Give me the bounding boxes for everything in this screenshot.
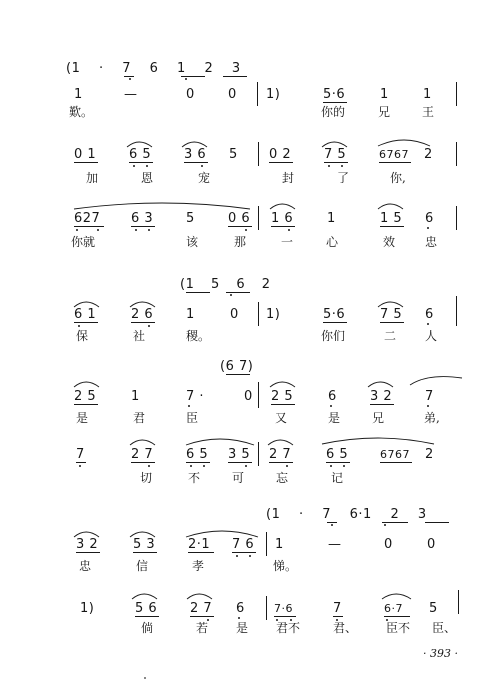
lyric: 歎。 <box>69 105 94 119</box>
lyric: 孝 <box>192 559 205 573</box>
note: 7 5 <box>380 307 403 322</box>
lyric: 弟, <box>424 411 440 425</box>
note: 2·1 <box>188 537 211 552</box>
lyric: 保 <box>76 329 89 343</box>
note: 6 <box>236 601 245 616</box>
low-dot <box>249 555 251 557</box>
underline <box>124 76 134 77</box>
underline <box>186 462 210 463</box>
underline <box>323 102 347 103</box>
note: 3 2 <box>76 537 99 552</box>
bar-line <box>456 142 457 166</box>
underline <box>76 552 100 553</box>
note: 7 <box>333 601 342 616</box>
note: 6767 <box>379 148 409 161</box>
low-dot <box>236 555 238 557</box>
low-dot <box>76 229 78 231</box>
slur <box>128 436 158 446</box>
note: 0 <box>230 307 239 322</box>
lyric: 是 <box>76 411 89 425</box>
note: 5·6 <box>323 307 346 322</box>
low-dot <box>343 465 345 467</box>
lyric: 忠 <box>425 235 438 249</box>
lyric: 忠 <box>79 559 92 573</box>
lyric: 是 <box>236 621 249 635</box>
lyric: 你, <box>390 171 406 185</box>
low-dot <box>97 229 99 231</box>
note: 2 7 <box>190 601 213 616</box>
underline <box>384 616 410 617</box>
note: 1 <box>275 537 284 552</box>
underline <box>324 162 348 163</box>
bar-line <box>258 442 259 466</box>
low-dot <box>288 229 290 231</box>
lyric: 稷。 <box>186 329 211 343</box>
slur <box>268 378 298 388</box>
score-system-1 <box>0 58 498 120</box>
note: 6 3 <box>131 211 154 226</box>
lyric: 你们 <box>321 329 346 343</box>
note: 7 <box>425 389 434 404</box>
low-dot <box>427 227 429 229</box>
underline <box>274 616 296 617</box>
underline <box>184 162 208 163</box>
underline <box>271 404 295 405</box>
bar-line <box>456 206 457 230</box>
lyric: 宠 <box>198 171 211 185</box>
low-dot <box>188 405 190 407</box>
note: 7·6 <box>274 602 293 615</box>
low-dot <box>330 405 332 407</box>
note: 1 6 <box>271 211 294 226</box>
lyric: 效 <box>383 235 396 249</box>
lyric: 臣、 <box>432 621 457 635</box>
underline <box>380 462 412 463</box>
note: 2 7 <box>131 447 154 462</box>
lyric: 那 <box>234 235 247 249</box>
note: 1 <box>380 87 389 102</box>
lyric: 社 <box>133 329 146 343</box>
underline <box>129 162 153 163</box>
low-dot <box>148 229 150 231</box>
lyric: 你就 <box>71 235 96 249</box>
low-dot <box>148 325 150 327</box>
note: — <box>124 87 138 102</box>
score-system-2 <box>0 138 498 186</box>
underline <box>380 322 404 323</box>
slur <box>266 436 296 446</box>
lyric: 你的 <box>321 105 346 119</box>
underline <box>379 162 411 163</box>
underline <box>323 322 347 323</box>
note: 2 5 <box>271 389 294 404</box>
note: 2 7 <box>269 447 292 462</box>
low-dot <box>286 465 288 467</box>
underline <box>333 616 343 617</box>
lyric: 兄 <box>378 105 391 119</box>
note: 7 · <box>186 389 205 404</box>
underline <box>131 322 155 323</box>
note: 5·6 <box>323 87 346 102</box>
note: 0 6 <box>228 211 251 226</box>
underline <box>232 552 256 553</box>
underline <box>190 616 214 617</box>
underline <box>269 462 293 463</box>
low-dot <box>190 465 192 467</box>
slur <box>130 590 160 600</box>
underline <box>228 226 252 227</box>
score-system-8 <box>0 590 498 638</box>
slur <box>408 374 464 386</box>
note: 2 <box>424 147 433 162</box>
note: 1) <box>266 307 281 322</box>
underline <box>228 462 252 463</box>
low-dot <box>341 165 343 167</box>
intro-phrase: (6 7) <box>220 359 254 374</box>
print-speck <box>144 677 146 679</box>
note: 1 <box>327 211 336 226</box>
score-system-7 <box>0 506 498 573</box>
slur <box>185 590 215 600</box>
lyric: 倘 <box>141 621 154 635</box>
low-dot <box>427 405 429 407</box>
underline <box>74 322 98 323</box>
note: 6 1 <box>74 307 97 322</box>
underline <box>181 76 205 77</box>
underline <box>131 462 155 463</box>
underline <box>74 226 104 227</box>
low-dot <box>328 165 330 167</box>
lyric: 若 <box>196 621 209 635</box>
underline <box>74 404 98 405</box>
intro-phrase: (1 · 7 6·1 2 3 <box>266 507 427 522</box>
underline <box>74 162 98 163</box>
low-dot <box>79 465 81 467</box>
underline <box>382 522 408 523</box>
note: 3 2 <box>370 389 393 404</box>
note: 2 <box>425 447 434 462</box>
underline <box>226 292 250 293</box>
note: 0 <box>228 87 237 102</box>
note: 6 <box>425 307 434 322</box>
underline <box>327 522 337 523</box>
lyric: 忘 <box>276 471 289 485</box>
lyric: 臣 <box>186 411 199 425</box>
note: 0 <box>244 389 253 404</box>
note: 5 6 <box>135 601 158 616</box>
note: 0 <box>384 537 393 552</box>
intro-phrase: (1 5 6 2 <box>180 277 271 292</box>
note: 5 <box>429 601 438 616</box>
note: 2 5 <box>74 389 97 404</box>
lyric: 二 <box>384 329 397 343</box>
low-dot <box>245 465 247 467</box>
bar-line <box>456 296 457 326</box>
lyric: 悌。 <box>273 559 298 573</box>
score-system-3 <box>0 200 498 248</box>
note: 1 <box>423 87 432 102</box>
note: 3 6 <box>184 147 207 162</box>
lyric: 封 <box>282 171 295 185</box>
low-dot <box>201 165 203 167</box>
lyric: 不 <box>188 471 201 485</box>
lyric: 记 <box>331 471 344 485</box>
note: 1 <box>131 389 140 404</box>
page-number: · 393 · <box>423 647 458 660</box>
note: 5 <box>186 211 195 226</box>
low-dot <box>185 78 187 80</box>
note: 0 1 <box>74 147 97 162</box>
underline <box>131 226 155 227</box>
bar-line <box>258 302 259 326</box>
lyric: 可 <box>232 471 245 485</box>
low-dot <box>133 165 135 167</box>
lyric: 君不 <box>276 621 301 635</box>
lyric: 一 <box>281 235 294 249</box>
underline <box>223 76 247 77</box>
underline <box>186 292 210 293</box>
note: 7 6 <box>232 537 255 552</box>
bar-line <box>258 382 259 408</box>
score-system-6 <box>0 436 498 484</box>
note: 0 <box>427 537 436 552</box>
slur <box>376 200 406 210</box>
low-dot <box>78 325 80 327</box>
bar-line <box>258 142 259 166</box>
lyric: 恩 <box>141 171 154 185</box>
low-dot <box>384 524 386 526</box>
low-dot <box>230 294 232 296</box>
lyric: 该 <box>186 235 199 249</box>
note: — <box>328 537 342 552</box>
slur <box>366 378 396 388</box>
underline <box>226 374 250 375</box>
note: 6 <box>425 211 434 226</box>
note: 7 <box>76 447 85 462</box>
underline <box>271 226 295 227</box>
note: 2 6 <box>131 307 154 322</box>
low-dot <box>129 78 131 80</box>
lyric: 兄 <box>372 411 385 425</box>
note: 6 5 <box>129 147 152 162</box>
score-system-5 <box>0 358 498 425</box>
underline <box>76 462 86 463</box>
note: 5 <box>229 147 238 162</box>
lyric: 心 <box>326 235 339 249</box>
bar-line <box>266 596 267 620</box>
underline <box>133 552 157 553</box>
note: 0 <box>186 87 195 102</box>
note: 6 5 <box>326 447 349 462</box>
note: 3 5 <box>228 447 251 462</box>
underline <box>269 162 293 163</box>
underline <box>326 462 350 463</box>
lyric: 了 <box>337 171 350 185</box>
low-dot <box>331 524 333 526</box>
note: 0 2 <box>269 147 292 162</box>
underline <box>188 552 214 553</box>
low-dot <box>427 323 429 325</box>
low-dot <box>148 465 150 467</box>
lyric: 君 <box>133 411 146 425</box>
note: 1 <box>186 307 195 322</box>
low-dot <box>330 465 332 467</box>
bar-line <box>458 590 459 614</box>
slur <box>380 590 414 600</box>
lyric: 王 <box>422 105 435 119</box>
low-dot <box>135 229 137 231</box>
note: 1 <box>74 87 83 102</box>
note: 1 5 <box>380 211 403 226</box>
lyric: 切 <box>140 471 153 485</box>
slur <box>320 434 436 446</box>
low-dot <box>245 229 247 231</box>
low-dot <box>238 617 240 619</box>
bar-line <box>257 82 258 106</box>
lyric: 是 <box>328 411 341 425</box>
slur <box>184 436 256 446</box>
note: 627 <box>74 211 101 226</box>
bar-line <box>266 532 267 556</box>
slur <box>72 378 102 388</box>
low-dot <box>146 165 148 167</box>
underline <box>425 522 449 523</box>
note: 1) <box>266 87 281 102</box>
underline <box>380 226 404 227</box>
note: 6·7 <box>384 602 403 615</box>
note: 6 <box>328 389 337 404</box>
lyric: 加 <box>86 171 99 185</box>
lyric: 臣不 <box>386 621 411 635</box>
note: 1) <box>80 601 95 616</box>
note: 6767 <box>380 448 410 461</box>
underline <box>135 616 159 617</box>
intro-phrase: (1 · 7 6 1 2 3 <box>66 61 241 76</box>
note: 7 5 <box>324 147 347 162</box>
score-system-4 <box>0 276 498 343</box>
slur <box>72 200 252 210</box>
note: 5 3 <box>133 537 156 552</box>
underline <box>370 404 394 405</box>
lyric: 君、 <box>333 621 358 635</box>
lyric: 信 <box>136 559 149 573</box>
bar-line <box>456 82 457 106</box>
bar-line <box>258 206 259 230</box>
lyric: 人 <box>425 329 438 343</box>
lyric: 又 <box>275 411 288 425</box>
low-dot <box>203 465 205 467</box>
note: 6 5 <box>186 447 209 462</box>
slur <box>268 200 298 210</box>
